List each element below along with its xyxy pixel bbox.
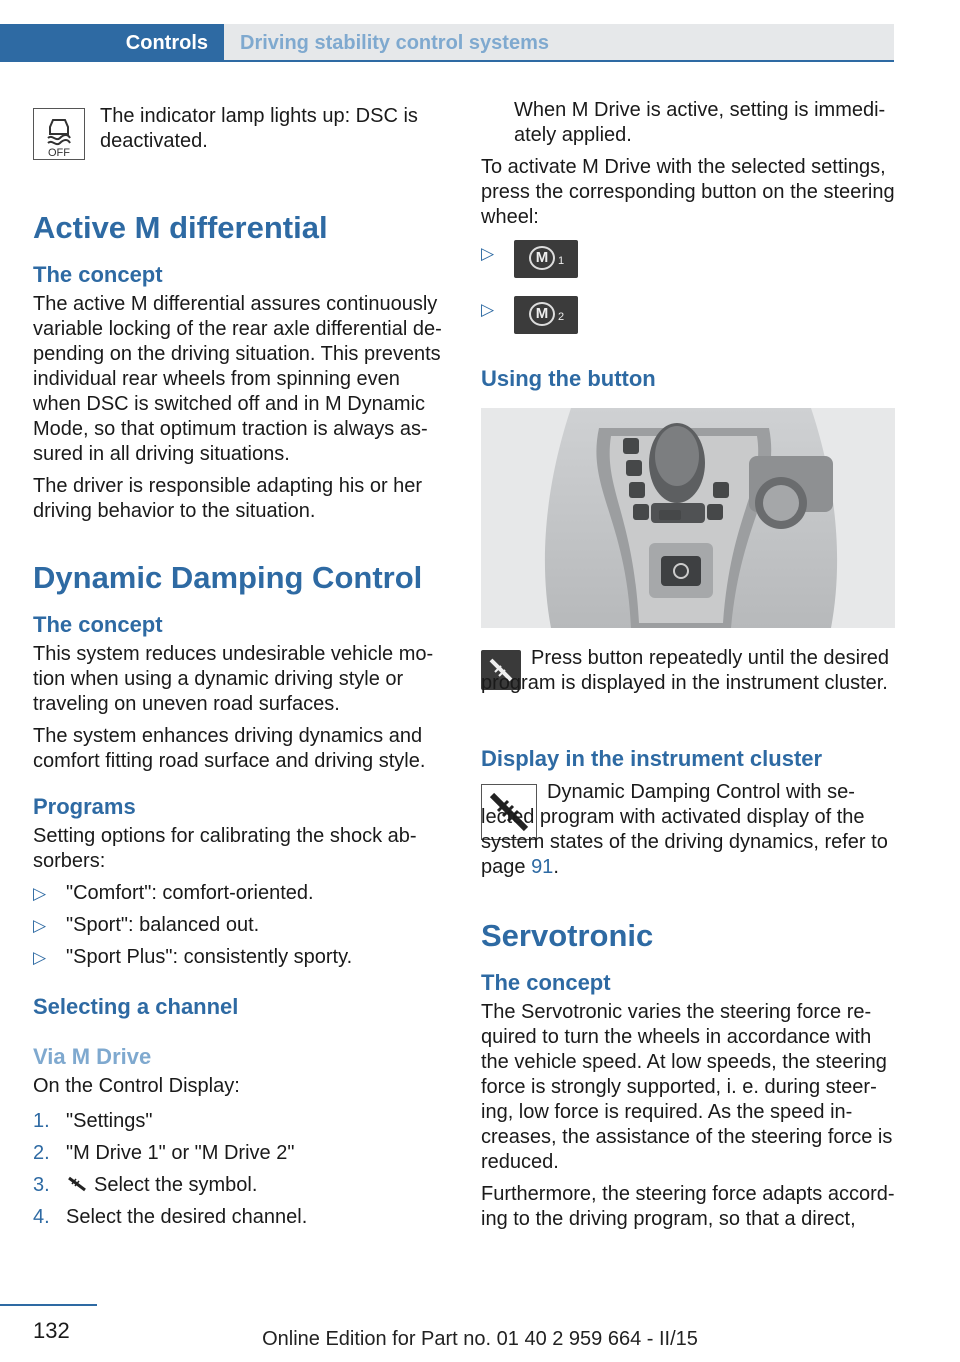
channel-title: Selecting a channel: [33, 994, 239, 1019]
ddc-p2: The system enhances driving dynamics and comfort fitting road surface and driving style.: [33, 725, 426, 772]
svg-text:OFF: OFF: [48, 147, 70, 159]
m2-button-icon: M 2: [514, 296, 578, 334]
press-button-text: Press button repeatedly until the desired program is displayed in the instrument cluster.: [481, 647, 889, 694]
programs-title: Programs: [33, 794, 136, 819]
footer-rule: [0, 1304, 97, 1306]
programs-intro: Setting options for calibrating the shock absorbers:: [33, 825, 417, 872]
page-link[interactable]: 91: [531, 856, 554, 878]
shock-absorber-icon: [66, 1175, 88, 1193]
list-item: [481, 240, 895, 296]
active-diff-title: Active M differential: [33, 210, 328, 245]
list-item: ▷ "Sport": balanced out.: [33, 914, 260, 936]
programs-list: [33, 881, 448, 970]
ddc-concept-title: The concept: [33, 612, 163, 637]
servotronic-p1: The Servotronic varies the steering force required to turn the wheels in accordance with the vehicle speed. At low speeds, the steering force is strongly supported, i. e. during steering, low force is required. As the speed increases, the assistance of the steering force is reduced.: [481, 1001, 893, 1173]
m1-button-icon: M 1: [514, 240, 578, 278]
triangle-bullet-icon: ▷: [481, 300, 495, 319]
active-diff-concept-title: The concept: [33, 262, 163, 287]
list-item: 3. Select the symbol.: [33, 1174, 258, 1196]
dsc-off-block: [33, 98, 448, 210]
active-diff-p1: The active M differential assures continuously variable locking of the rear axle differential depending on the driving situation. This prevents individual rear wheels from spinning even when DSC is switched off and in M Dynamic Mode, so that optimum traction is always assured in all driving situations.: [33, 293, 442, 465]
display-cluster-title: Display in the instrument cluster: [481, 746, 823, 771]
display-cluster-text: Dynamic Damping Control with selected program with activated display of the system states of the driving dynamics, refer to page 91.: [481, 781, 888, 878]
triangle-bullet-icon: ▷: [33, 948, 47, 967]
list-item: 2. "M Drive 1" or "M Drive 2": [33, 1142, 295, 1164]
steps-list: [33, 1109, 448, 1230]
list-item: 4. Select the desired channel.: [33, 1206, 308, 1228]
via-m-drive-title: Via M Drive: [33, 1044, 152, 1069]
press-button-block: [481, 646, 895, 718]
edition-text: Online Edition for Part no. 01 40 2 959 664 - II/15: [262, 1328, 698, 1350]
triangle-bullet-icon: ▷: [481, 244, 495, 263]
center-console-photo: [481, 408, 895, 628]
ddc-title: Dynamic Damping Control: [33, 560, 423, 595]
right-column: [481, 98, 895, 1232]
page-number: 132: [33, 1318, 70, 1343]
triangle-bullet-icon: ▷: [33, 884, 47, 903]
m-drive-note: When M Drive is active, setting is immediately applied.: [514, 99, 886, 146]
ddc-p1: This system reduces undesirable vehicle motion when using a dynamic driving style or traveling on uneven road surfaces.: [33, 643, 434, 715]
servotronic-p2: Furthermore, the steering force adapts according to the driving program, so that a direct,: [481, 1183, 895, 1230]
dsc-off-text: The indicator lamp lights up: DSC is deactivated.: [100, 105, 418, 152]
servotronic-title: Servotronic: [481, 918, 654, 953]
left-column: [33, 98, 448, 1230]
dsc-off-icon: [33, 108, 85, 160]
activate-text: To activate M Drive with the selected settings, press the corresponding button on the steering wheel:: [481, 156, 895, 228]
via-intro: On the Control Display:: [33, 1075, 240, 1097]
active-diff-p2: The driver is responsible adapting his or her driving behavior to the situation.: [33, 475, 423, 522]
list-item: ▷ "Sport Plus": consistently sporty.: [33, 946, 353, 968]
display-cluster-block: [481, 780, 895, 880]
header-rule: [0, 60, 894, 62]
list-item: ▷ "Comfort": comfort-oriented.: [33, 882, 314, 904]
list-item: 1. "Settings": [33, 1110, 153, 1132]
servotronic-concept-title: The concept: [481, 970, 611, 995]
list-item: [481, 296, 895, 352]
section-tab[interactable]: Controls: [0, 24, 224, 62]
chapter-title: Driving stability control systems: [224, 24, 894, 62]
using-button-title: Using the button: [481, 366, 656, 391]
triangle-bullet-icon: ▷: [33, 916, 47, 935]
page-header: [0, 24, 894, 62]
